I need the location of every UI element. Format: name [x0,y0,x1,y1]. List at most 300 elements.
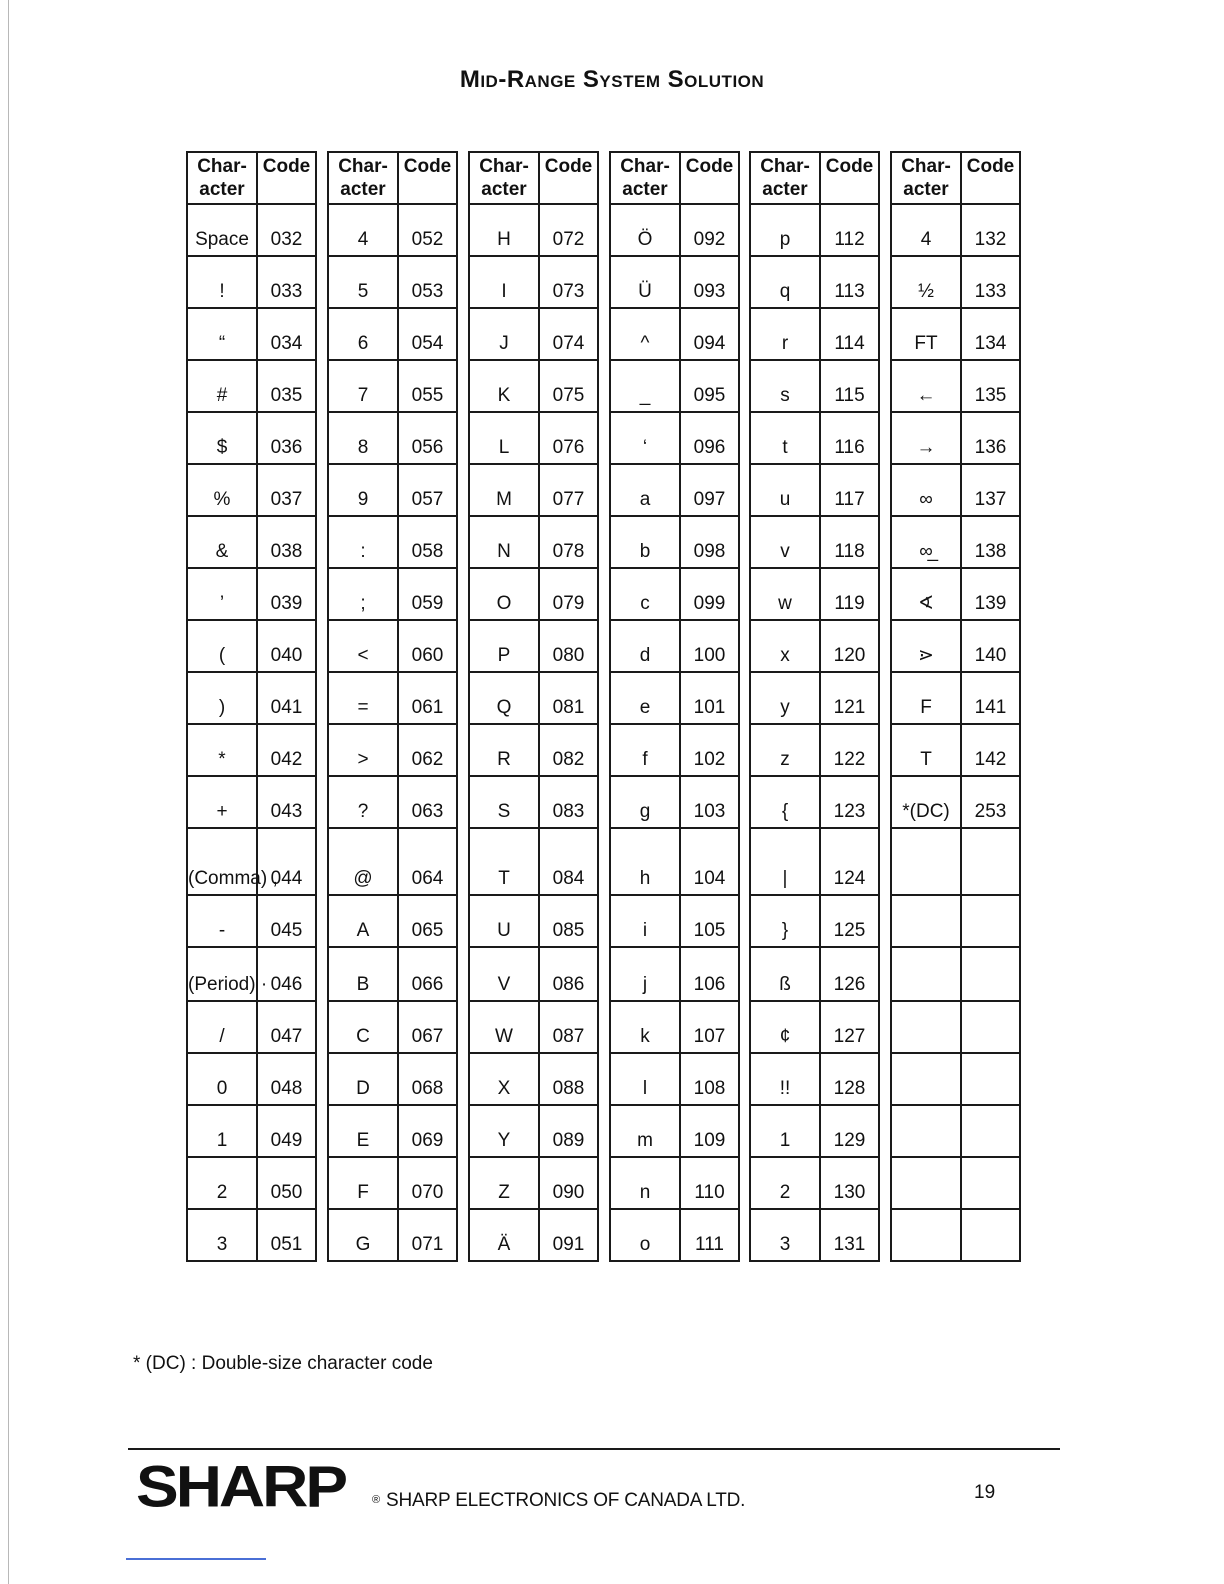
table-row [750,1209,879,1261]
character-cell: D [328,1053,398,1105]
code-cell: 069 [398,1105,457,1157]
code-cell: 135 [961,360,1020,412]
table-row [750,620,879,672]
character-cell: 2 [187,1157,257,1209]
character-cell [891,1053,961,1105]
character-cell: 8 [328,412,398,464]
code-cell: 129 [820,1105,879,1157]
code-cell: 111 [680,1209,739,1261]
table-row [891,464,1020,516]
table-row [610,1105,739,1157]
table-row [891,672,1020,724]
character-cell: H [469,204,539,256]
code-cell: 086 [539,947,598,1001]
character-cell: % [187,464,257,516]
character-cell [891,1209,961,1261]
character-cell: = [328,672,398,724]
code-cell: 035 [257,360,316,412]
character-cell: d [610,620,680,672]
footnote: * (DC) : Double-size character code [133,1353,433,1374]
character-cell: h [610,828,680,895]
table-row [750,1157,879,1209]
table-row [187,895,316,947]
table-row [891,568,1020,620]
code-cell [961,1053,1020,1105]
table-header-row [187,152,316,204]
character-cell: F [891,672,961,724]
table-row [610,464,739,516]
character-cell: b [610,516,680,568]
character-cell [891,1105,961,1157]
code-cell: 127 [820,1001,879,1053]
code-cell [961,1209,1020,1261]
character-cell: L [469,412,539,464]
table-row [610,204,739,256]
table-row [610,828,739,895]
table-row [610,568,739,620]
character-cell: t [750,412,820,464]
table-row [750,412,879,464]
code-cell: 103 [680,776,739,828]
table-row [469,568,598,620]
code-cell: 053 [398,256,457,308]
table-row [610,1157,739,1209]
code-cell: 056 [398,412,457,464]
table-row [328,947,457,1001]
code-cell: 032 [257,204,316,256]
table-row [187,1053,316,1105]
character-cell: 1 [187,1105,257,1157]
code-cell: 108 [680,1053,739,1105]
character-cell: *(DC) [891,776,961,828]
code-cell: 128 [820,1053,879,1105]
character-cell: (Period) · [187,947,257,1001]
table-row [328,464,457,516]
character-cell: V [469,947,539,1001]
table-row [891,1105,1020,1157]
code-cell: 087 [539,1001,598,1053]
code-cell: 100 [680,620,739,672]
character-cell: 0 [187,1053,257,1105]
character-cell: < [328,620,398,672]
character-cell: e [610,672,680,724]
table-row [469,620,598,672]
table-row [891,256,1020,308]
character-cell: x [750,620,820,672]
code-cell: 064 [398,828,457,895]
table-row [328,204,457,256]
code-cell: 071 [398,1209,457,1261]
character-cell: 4 [328,204,398,256]
code-cell: 048 [257,1053,316,1105]
table-row [187,1001,316,1053]
character-cell: 6 [328,308,398,360]
table-row [610,776,739,828]
table-row [187,412,316,464]
code-cell [961,895,1020,947]
code-cell: 055 [398,360,457,412]
code-cell: 134 [961,308,1020,360]
code-cell: 109 [680,1105,739,1157]
code-cell: 037 [257,464,316,516]
character-cell: s [750,360,820,412]
character-cell: f [610,724,680,776]
table-row [750,672,879,724]
character-cell: G [328,1209,398,1261]
table-row [328,516,457,568]
table-row [891,1053,1020,1105]
table-row [328,1105,457,1157]
character-cell: C [328,1001,398,1053]
code-cell: 120 [820,620,879,672]
character-header: Char- acter [610,152,680,204]
table-row [469,828,598,895]
code-table-6 [890,151,1021,1262]
character-cell: k [610,1001,680,1053]
table-row [328,1209,457,1261]
code-cell: 105 [680,895,739,947]
character-cell: 3 [750,1209,820,1261]
code-cell: 092 [680,204,739,256]
table-row [328,776,457,828]
code-cell: 054 [398,308,457,360]
code-cell: 133 [961,256,1020,308]
table-row [328,724,457,776]
table-row [469,672,598,724]
code-cell: 057 [398,464,457,516]
page-number: 19 [974,1482,996,1503]
code-cell: 083 [539,776,598,828]
code-cell: 039 [257,568,316,620]
table-row [610,947,739,1001]
table-row [187,947,316,1001]
character-cell: _ [610,360,680,412]
character-header: Char- acter [750,152,820,204]
character-cell [891,895,961,947]
table-row [187,204,316,256]
table-row [891,1157,1020,1209]
code-header: Code [257,152,316,204]
character-cell: T [891,724,961,776]
code-cell [961,1157,1020,1209]
character-cell: J [469,308,539,360]
character-cell: + [187,776,257,828]
table-row [891,776,1020,828]
code-cell: 098 [680,516,739,568]
table-row [187,1209,316,1261]
table-row [469,464,598,516]
character-cell: > [328,724,398,776]
table-row [750,1001,879,1053]
character-cell: Ü [610,256,680,308]
character-cell: Space [187,204,257,256]
code-cell: 122 [820,724,879,776]
table-row [610,516,739,568]
table-row [469,516,598,568]
table-row [610,308,739,360]
table-row [469,204,598,256]
table-header-row [328,152,457,204]
code-cell: 041 [257,672,316,724]
character-cell: $ [187,412,257,464]
code-cell: 042 [257,724,316,776]
character-cell: E [328,1105,398,1157]
character-cell: “ [187,308,257,360]
table-row [610,1209,739,1261]
code-cell: 073 [539,256,598,308]
table-row [187,568,316,620]
code-cell: 070 [398,1157,457,1209]
code-cell: 079 [539,568,598,620]
table-row [328,1001,457,1053]
table-row [469,776,598,828]
table-header-row [891,152,1020,204]
code-cell: 117 [820,464,879,516]
table-row [187,672,316,724]
character-cell: p [750,204,820,256]
code-cell: 062 [398,724,457,776]
table-row [891,1209,1020,1261]
character-cell: I [469,256,539,308]
code-cell: 060 [398,620,457,672]
code-cell: 076 [539,412,598,464]
code-cell: 140 [961,620,1020,672]
code-cell: 084 [539,828,598,895]
code-cell: 043 [257,776,316,828]
table-row [328,620,457,672]
character-cell: 9 [328,464,398,516]
code-cell: 095 [680,360,739,412]
code-cell: 119 [820,568,879,620]
code-cell: 116 [820,412,879,464]
character-cell: R [469,724,539,776]
code-cell: 089 [539,1105,598,1157]
character-cell: ¢ [750,1001,820,1053]
code-cell: 114 [820,308,879,360]
code-cell: 051 [257,1209,316,1261]
table-row [891,895,1020,947]
table-row [469,308,598,360]
character-cell: ½ [891,256,961,308]
code-cell: 106 [680,947,739,1001]
character-cell [891,828,961,895]
code-table-3 [468,151,599,1262]
character-cell: # [187,360,257,412]
table-row [750,724,879,776]
code-table-4 [609,151,740,1262]
table-row [750,464,879,516]
character-cell: Z [469,1157,539,1209]
table-row [891,620,1020,672]
table-row [187,516,316,568]
character-cell: w [750,568,820,620]
table-row [187,1105,316,1157]
table-row [187,828,316,895]
character-cell: ⋗ [891,620,961,672]
table-row [750,516,879,568]
character-cell: c [610,568,680,620]
code-cell: 088 [539,1053,598,1105]
code-cell: 049 [257,1105,316,1157]
code-table-1 [186,151,317,1262]
character-cell: m [610,1105,680,1157]
table-row [328,256,457,308]
code-cell: 033 [257,256,316,308]
code-header: Code [680,152,739,204]
character-cell: T [469,828,539,895]
character-header: Char- acter [187,152,257,204]
character-cell: F [328,1157,398,1209]
table-row [891,516,1020,568]
code-cell: 141 [961,672,1020,724]
code-header: Code [398,152,457,204]
character-cell: P [469,620,539,672]
table-row [469,360,598,412]
table-row [891,204,1020,256]
code-cell [961,947,1020,1001]
character-cell: 5 [328,256,398,308]
character-cell: 3 [187,1209,257,1261]
code-cell: 099 [680,568,739,620]
code-cell: 067 [398,1001,457,1053]
code-cell: 046 [257,947,316,1001]
character-cell: ? [328,776,398,828]
code-cell: 131 [820,1209,879,1261]
character-header: Char- acter [328,152,398,204]
character-cell: r [750,308,820,360]
code-cell: 063 [398,776,457,828]
character-cell: FT [891,308,961,360]
table-row [187,308,316,360]
character-cell: → [891,412,961,464]
table-row [187,1157,316,1209]
table-row [469,1053,598,1105]
character-cell: i [610,895,680,947]
code-cell: 094 [680,308,739,360]
code-cell: 136 [961,412,1020,464]
character-cell [891,947,961,1001]
code-cell: 078 [539,516,598,568]
character-cell: { [750,776,820,828]
character-cell: N [469,516,539,568]
code-cell: 124 [820,828,879,895]
table-row [610,1053,739,1105]
code-cell: 138 [961,516,1020,568]
table-row [187,464,316,516]
character-cell: S [469,776,539,828]
code-cell [961,1105,1020,1157]
character-cell: ∞ [891,464,961,516]
table-row [187,724,316,776]
character-cell: - [187,895,257,947]
code-cell: 080 [539,620,598,672]
table-row [328,568,457,620]
code-cell: 075 [539,360,598,412]
character-cell: : [328,516,398,568]
table-row [750,947,879,1001]
code-cell: 059 [398,568,457,620]
table-row [750,360,879,412]
character-cell: v [750,516,820,568]
table-row [610,1001,739,1053]
code-cell: 061 [398,672,457,724]
table-row [891,1001,1020,1053]
code-cell: 112 [820,204,879,256]
character-cell: ; [328,568,398,620]
table-row [610,412,739,464]
code-cell: 085 [539,895,598,947]
character-cell: * [187,724,257,776]
code-cell: 044 [257,828,316,895]
code-cell: 065 [398,895,457,947]
code-cell: 118 [820,516,879,568]
code-cell: 058 [398,516,457,568]
code-cell: 104 [680,828,739,895]
code-cell: 045 [257,895,316,947]
code-table-5 [749,151,880,1262]
code-cell: 036 [257,412,316,464]
table-row [187,360,316,412]
table-row [610,256,739,308]
table-row [891,828,1020,895]
table-row [469,724,598,776]
code-cell: 126 [820,947,879,1001]
code-cell: 123 [820,776,879,828]
code-cell: 091 [539,1209,598,1261]
table-row [750,568,879,620]
character-cell: Q [469,672,539,724]
table-row [610,360,739,412]
character-cell: ∢ [891,568,961,620]
company-name: SHARP ELECTRONICS OF CANADA LTD. [386,1490,746,1511]
bottom-link-bar [126,1558,266,1560]
character-cell: | [750,828,820,895]
table-row [328,360,457,412]
character-cell: / [187,1001,257,1053]
table-row [187,776,316,828]
code-cell: 074 [539,308,598,360]
character-cell: ß [750,947,820,1001]
table-header-row [750,152,879,204]
character-cell: W [469,1001,539,1053]
character-cell: ∞̲ [891,516,961,568]
table-row [891,724,1020,776]
code-table-2 [327,151,458,1262]
character-cell: } [750,895,820,947]
character-cell: 4 [891,204,961,256]
page-title: Mid-Range System Solution [459,66,765,93]
character-cell: a [610,464,680,516]
table-row [891,412,1020,464]
table-row [469,1209,598,1261]
code-cell: 113 [820,256,879,308]
table-row [469,1001,598,1053]
table-header-row [610,152,739,204]
character-cell: ( [187,620,257,672]
character-cell: M [469,464,539,516]
code-cell: 040 [257,620,316,672]
character-cell [891,1157,961,1209]
character-cell: A [328,895,398,947]
code-cell: 115 [820,360,879,412]
code-cell: 038 [257,516,316,568]
code-cell: 142 [961,724,1020,776]
code-cell: 050 [257,1157,316,1209]
table-row [750,308,879,360]
code-cell: 101 [680,672,739,724]
code-cell: 253 [961,776,1020,828]
table-row [610,724,739,776]
